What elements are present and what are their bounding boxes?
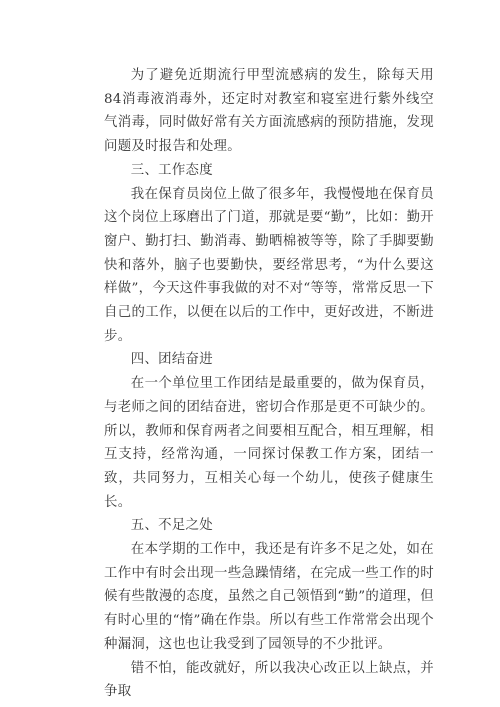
section-heading-shortcomings: 五、不足之处 <box>130 518 213 534</box>
document-body <box>104 64 434 704</box>
paragraph-work-attitude: 我在保育员岗位上做了很多年，我慢慢地在保育员这个岗位上琢磨出了门道，那就是要“勤”，比如：勤开窗户、勤打扫、勤消毒、勤晒棉被等等，除了手脚要勤快和落外，脑子也要勤快，要经常思考，“为什么要这样做”，今天这件事我做的对不对“等等，常常反思一下自己的工作，以便在以后的工作中，更好改进，不断进步。 <box>104 186 434 344</box>
paragraph-shortcomings: 在本学期的工作中，我还是有许多不足之处，如在工作中有时会出现一些急躁情绪，在完成一些工作的时候有些散漫的态度，虽然之自己领悟到“勤”的道理，但有时心里的“惰”确在作祟。所以有些工作常常会出现个种漏洞，这也也让我受到了园领导的不少批评。 <box>104 542 434 652</box>
paragraph-resolution: 错不怕，能改就好，所以我决心改正以上缺点，并争取 <box>104 660 434 700</box>
section-heading-unity: 四、团结奋进 <box>130 352 213 368</box>
paragraph-disinfection: 为了避免近期流行甲型流感病的发生，除每天用84消毒液消毒外，还定时对教室和寝室进行紫外线空气消毒，同时做好常有关方面流感病的预防措施，发现问题及时报告和处理。 <box>104 68 434 155</box>
paragraph-unity: 在一个单位里工作团结是最重要的，做为保育员，与老师之间的团结奋进，密切合作那是更不可缺少的。所以，教师和保育两者之间要相互配合，相互理解，相互支持，经常沟通，一同探讨保教工作方案，团结一致，共同努力，互相关心每一个幼儿，使孩子健康生长。 <box>104 376 434 510</box>
section-heading-work-attitude: 三、工作态度 <box>130 162 213 178</box>
